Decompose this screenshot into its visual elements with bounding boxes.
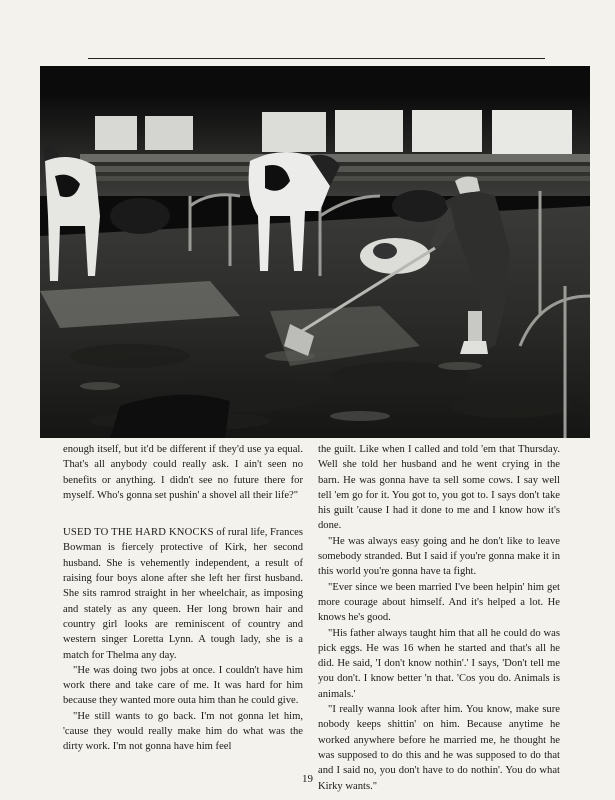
paragraph: the guilt. Like when I called and told 'em that Thursday. Well she told her husband and he went crying in the barn. He was gonna have ta sell some cows. I say well tell 'em go for it. You got to, you got to. I says don't take his guilt 'cause I had it done to me and I know how it's done.: [318, 444, 560, 532]
paragraph: "He still wants to go back. I'm not gonna let him, 'cause they would really make him do what was the dirty work. I'm not gonna have him feel: [63, 710, 303, 753]
paragraph: "Ever since we been married I've been helpin' him get more courage about himself. And it's helped a lot. He knows he's good.: [318, 581, 560, 624]
paragraph: "I really wanna look after him. You know, make sure nobody keeps shittin' on him. Because anytime he worked anywhere before he married me, he thought he was supposed to do this and he was supposed to do that and I said no, you don't have to do nothin'. You do what Kirky wants.": [318, 704, 560, 792]
section-paragraph: [63, 525, 303, 663]
paragraph: "He was doing two jobs at once. I couldn't have him work there and take care of me. It was hard for him because they wanted more outa him than he could give.: [63, 664, 303, 707]
paragraph: "His father always taught him that all he could do was pick eggs. He was 16 when he started and that's all he did. He said, 'I don't know nothin'.' I says, 'Don't tell me you don't. I know better 'n that. 'Cos you do. Animals is animals.': [318, 627, 560, 700]
top-rule: [88, 58, 545, 59]
page-number: 19: [302, 773, 313, 785]
barn-photo-illustration: [40, 66, 590, 438]
section-lead: USED TO THE HARD KNOCKS: [63, 527, 214, 539]
left-column: [63, 442, 303, 755]
right-column: [318, 442, 560, 794]
barn-photo: [40, 66, 590, 438]
paragraph: enough itself, but it'd be different if they'd use ya equal. That's all anybody could really ask. I ain't seen no benefits or anything. I didn't see no future there for myself. Who's gonna set pushin' a shovel all their life?": [63, 444, 303, 501]
paragraph: "He was always easy going and he don't like to leave somebody stranded. But I said if you're gonna make it in this world you're gonna have ta fight.: [318, 535, 560, 578]
section-text: of rural life, Frances Bowman is fiercely protective of Kirk, her second husband. She is vehemently independent, a result of raising four boys alone after she left her first husband. She sits ramrod straight in her wheelchair, as imposing and stately as any queen. Her long brown hair and country girl looks are reminiscent of country and western singer Loretta Lynn. A tough lady, she is a match for Thelma any day.: [63, 527, 303, 661]
